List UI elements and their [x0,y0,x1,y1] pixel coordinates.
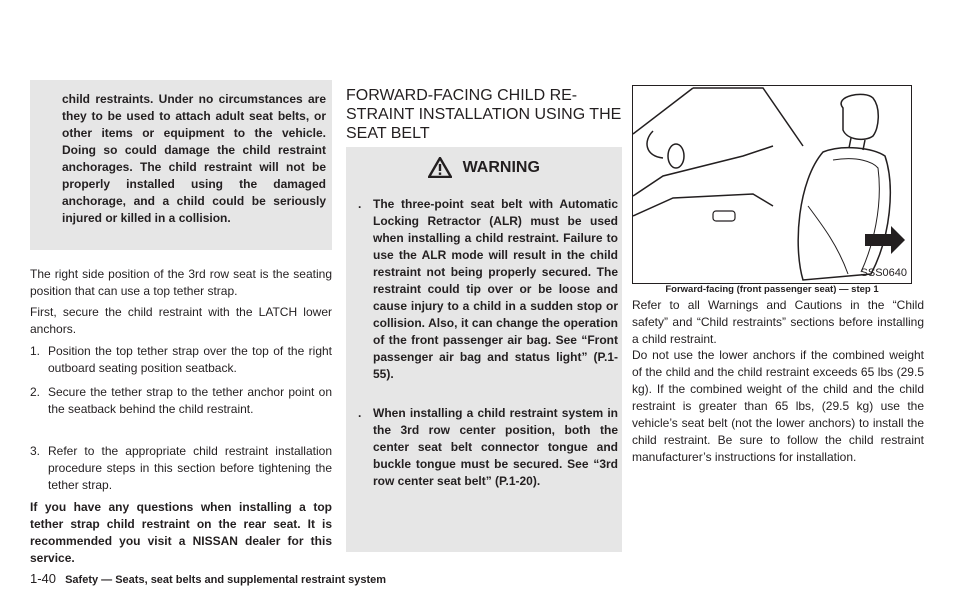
step-text: Position the top tether strap over the top of the right outboard seating position seatback. [48,344,332,375]
paragraph: Refer to all Warnings and Cautions in the “Child safety” and “Child restraints” sections before installing a child restraint. [632,298,924,346]
title-line: FORWARD-FACING CHILD RE- [346,87,578,104]
paragraph: Do not use the lower anchors if the combined weight of the child and the child restraint exceeds 65 lbs (29.5 kg). If the combined weight of the child and the child restraint is greater than 65 lbs, (29.5 kg) use the vehicle’s seat belt (not the lower anchors) to install the child restraint. Be sure to follow the child restraint manufacturer’s instructions for installation. [632,348,924,464]
warning-text: child restraints. Under no circumstances are they to be used to attach adult seat belts, or other items or equipment to the vehicle. Doing so could damage the child restraint anchorages. The child restraint will not be properly installed using the damaged anchorage, and a child could be seriously injured or killed in a collision. [62,92,326,225]
title-line: SEAT BELT [346,125,430,142]
figure [632,85,912,284]
list-item [30,443,332,495]
paragraph: First, secure the child restraint with the LATCH lower anchors. [30,305,332,336]
warning-triangle-icon [428,157,452,178]
figure-code: SSS0640 [860,267,907,279]
section-title [346,86,622,143]
warning-label: WARNING [462,158,540,176]
bullet: . [358,406,362,420]
warning-header [346,157,622,183]
figure-caption: Forward-facing (front passenger seat) — step 1 [665,284,879,295]
bullet: . [358,197,362,211]
page-footer [30,571,386,586]
list-item [30,343,332,377]
step-number: 3. [30,444,41,458]
bold-note: If you have any questions when installing a top tether strap child restraint on the rear seat. It is recommended you visit a NISSAN dealer for this service. [30,500,332,565]
list-item [358,405,618,525]
title-line: STRAINT INSTALLATION USING THE [346,106,622,123]
footer-title: Safety — Seats, seat belts and supplemental restraint system [65,574,387,586]
bullet-text: The three-point seat belt with Automatic Locking Retractor (ALR) must be used when installing a child restraint. Failure to use the ALR mode will result in the child restraint not being properly secured. The restraint could tip over or be loose and cause injury to a child in a sudden stop or collision. Also, it can change the operation of the front passenger air bag. See “Front passenger air bag and status light” (P.1-55). [373,197,618,381]
step-number: 2. [30,385,41,399]
step-text: Secure the tether strap to the tether anchor point on the seatback behind the child restraint. [48,385,332,416]
list-item [30,384,332,436]
list-item [358,196,618,396]
seat-illustration [633,86,911,283]
paragraph: The right side position of the 3rd row seat is the seating position that can use a top tether strap. [30,267,332,298]
step-text: Refer to the appropriate child restraint installation procedure steps in this section before tightening the tether strap. [48,444,332,492]
page-number: 1-40 [30,571,57,586]
step-number: 1. [30,344,41,358]
bullet-text: When installing a child restraint system in the 3rd row center position, both the center seat belt connector tongue and buckle tongue must be secured. See “3rd row center seat belt” (P.1-20). [373,406,618,488]
